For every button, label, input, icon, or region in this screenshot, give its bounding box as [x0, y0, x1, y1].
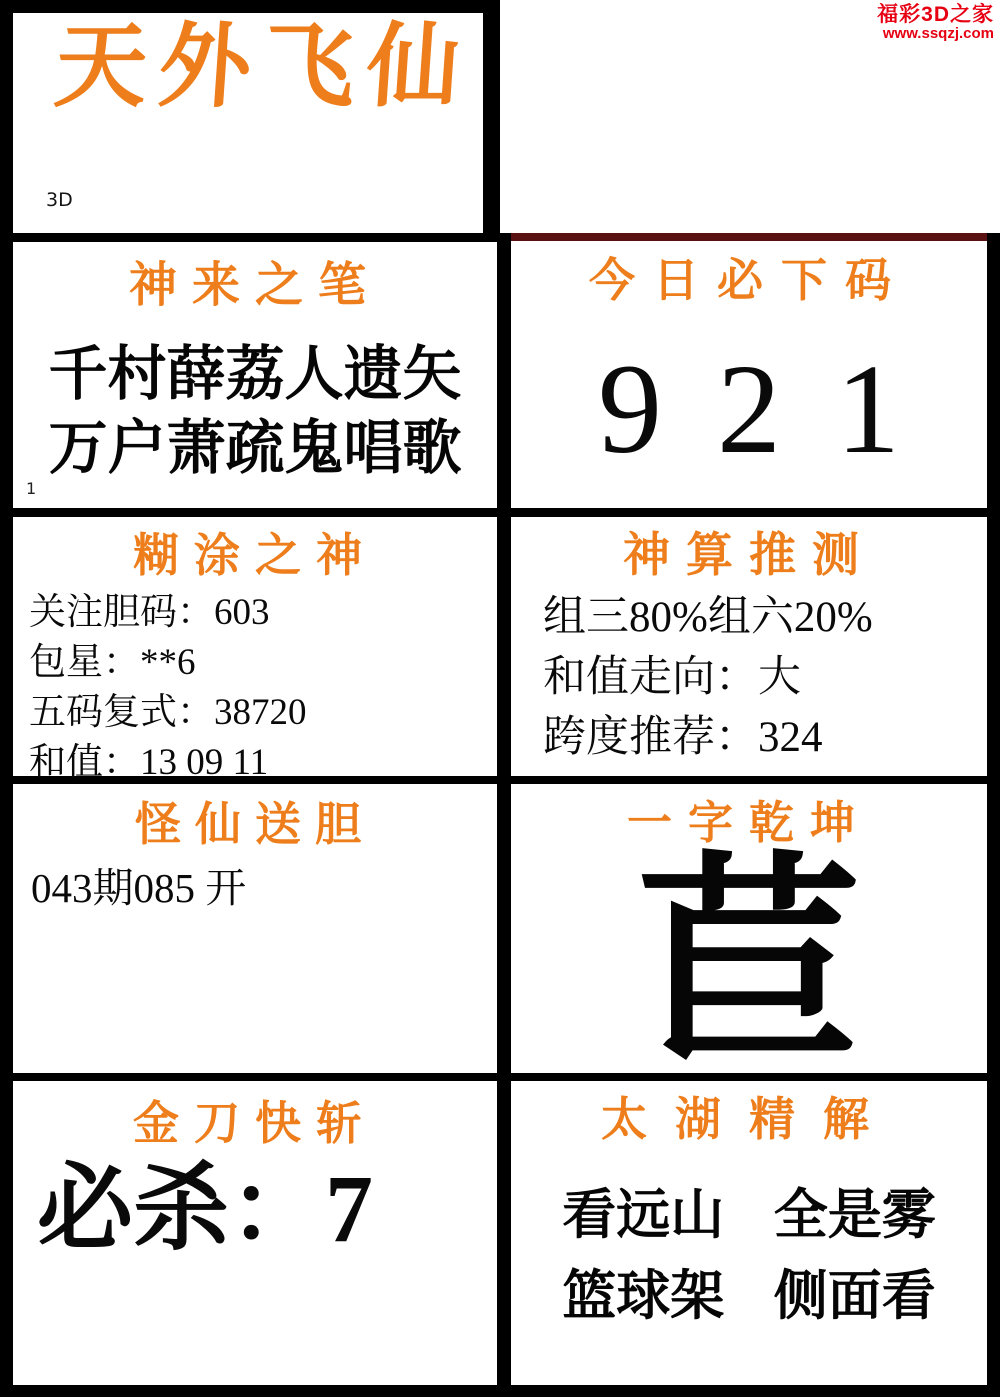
watermark-site-url: www.ssqzj.com: [882, 25, 994, 43]
section-guaixian-songdan: [13, 784, 497, 1073]
watermark-site-name: 福彩3D之家: [877, 3, 994, 26]
main-title: 天外飞仙: [51, 16, 475, 118]
guaixian-text: 043期085 开: [31, 865, 247, 911]
page-note: 3D: [46, 189, 73, 211]
divider-row1-top-left: [0, 233, 511, 242]
border-right: [987, 233, 1000, 1397]
divider-vertical-middle: [497, 233, 511, 1397]
poem-line-1: 千村薛荔人遗矢: [48, 339, 462, 408]
border-left: [0, 0, 13, 1397]
section-jindao-kuaizhan: [13, 1081, 497, 1385]
shensuan-line-kuadu: 跨度推荐：324: [543, 714, 823, 761]
taihu-line-1: 看远山 全是雾: [562, 1185, 936, 1245]
section-title-guaixian: 怪仙送胆: [135, 799, 375, 850]
section-title-jindao: 金刀快斩: [133, 1098, 377, 1149]
section-yizi-qiankun: [511, 784, 987, 1090]
shensuan-line-zusan: 组三80%组六20%: [543, 594, 873, 641]
watermark: [877, 4, 994, 42]
hutu-line-baoxing: 包星：**6: [29, 642, 196, 683]
giant-character: 苣: [636, 840, 862, 1090]
section-jinri-bixiama: [511, 242, 987, 508]
section-shensuan-tuice: [511, 517, 987, 776]
corner-artifact: 1: [26, 479, 37, 498]
section-shenlai-zhibi: [13, 242, 497, 508]
section-title-taihu: 太湖精解: [601, 1094, 897, 1145]
section-taihu-jingjie: [511, 1081, 987, 1385]
section-title-shenlai: 神来之笔: [128, 259, 381, 312]
poem-line-2: 万户萧疏鬼唱歌: [48, 413, 462, 482]
poem-text: [13, 337, 497, 485]
shensuan-line-hezhi: 和值走向：大: [543, 654, 801, 701]
hutu-line-danma: 关注胆码：603: [29, 592, 270, 633]
section-title-yizi: 一字乾坤: [626, 798, 871, 848]
predicted-number: 921: [598, 338, 955, 480]
shensuan-lines: [511, 588, 987, 768]
taihu-lines: [511, 1175, 987, 1337]
header-box: [0, 0, 500, 242]
hutu-lines: [13, 588, 497, 788]
taihu-line-2: 篮球架 侧面看: [562, 1266, 936, 1326]
kill-number-text: 必杀：7: [37, 1155, 373, 1262]
hutu-line-hezhi: 和值：13 09 11: [29, 742, 269, 783]
divider-row1-top-right: [511, 233, 1000, 241]
section-title-hutu: 糊涂之神: [133, 530, 377, 581]
section-title-shensuan: 神算推测: [623, 530, 875, 582]
section-hutu-zhishen: [13, 517, 497, 783]
hutu-line-fushi: 五码复式：38720: [29, 692, 307, 733]
section-title-jinri: 今日必下码: [589, 255, 909, 306]
